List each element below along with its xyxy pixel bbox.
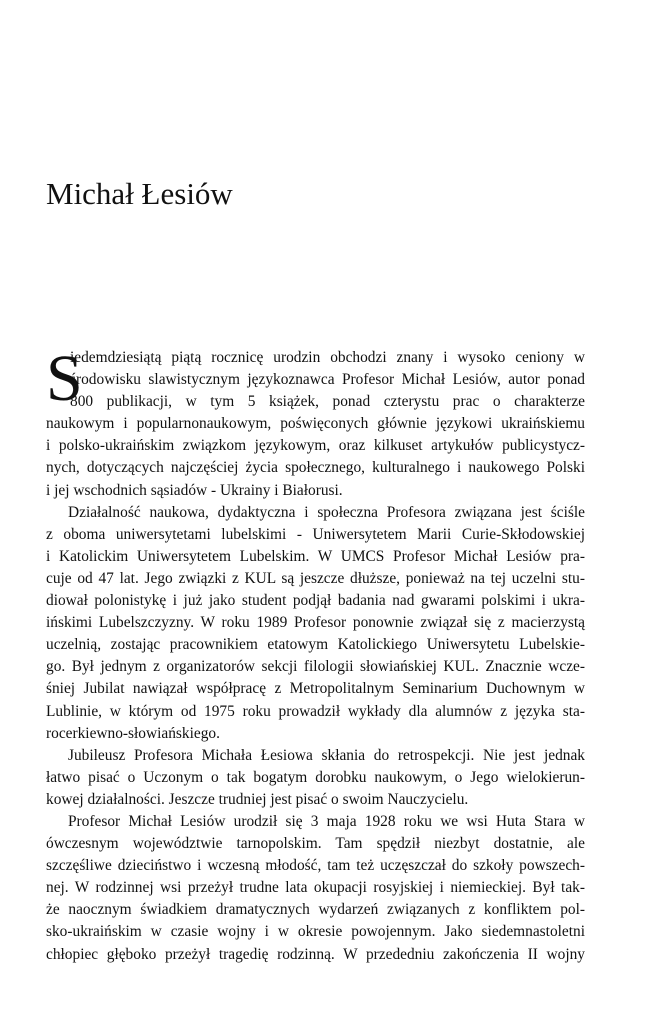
text-line: łatwo pisać o Uczonym o tak bogatym dorobku naukowym, o Jego wielokierun-: [46, 768, 585, 786]
text-line: Jubileusz Profesora Michała Łesiowa skłania do retrospekcji. Nie jest jednak: [68, 746, 585, 764]
text-line: iedemdziesiątą piątą rocznicę urodzin obchodzi znany i wysoko ceniony w: [70, 349, 585, 366]
text-line: 800 publikacji, w tym 5 książek, ponad czterystu prac o charakterze: [70, 393, 585, 411]
text-line: rocerkiewno-słowiańskiego.: [46, 724, 220, 742]
text-line: że naocznym świadkiem dramatycznych wydarzeń związanych z konfliktem pol-: [46, 901, 585, 919]
text-line: ówczesnym województwie tarnopolskim. Tam spędził niezbyt dostatnie, ale: [46, 835, 585, 853]
text-line: uczelnią, zostając pracownikiem etatowym Katolickiego Uniwersytetu Lubelskie-: [46, 636, 585, 654]
body-text: [46, 342, 585, 966]
text-line: śniej Jubilat nawiązał współpracę z Metropolitalnym Seminarium Duchownym w: [46, 680, 585, 698]
text-line: i jej wschodnich sąsiadów - Ukrainy i Białorusi.: [46, 481, 343, 499]
text-line: nych, dotyczących najczęściej życia społecznego, kulturalnego i naukowego Polski: [46, 459, 585, 477]
text-line: go. Był jednym z organizatorów sekcji filologii słowiańskiej KUL. Znacznie wcze-: [46, 658, 585, 676]
drop-cap: S: [46, 342, 83, 415]
text-line: cuje od 47 lat. Jego związki z KUL są jeszcze dłuższe, ponieważ na tej uczelni stu-: [46, 569, 585, 587]
text-line: diował polonistykę i już jako student podjął badania nad gwarami polskimi i ukra-: [46, 592, 585, 610]
text-line: Profesor Michał Lesiów urodził się 3 maja 1928 roku we wsi Huta Stara w: [68, 812, 585, 830]
text-line: chłopiec głęboko przeżył tragedię rodzinną. W przededniu zakończenia II wojny: [46, 945, 585, 963]
text-line: z oboma uniwersytetami lubelskimi - Uniwersytetem Marii Curie-Skłodowskiej: [46, 525, 585, 543]
text-line: nej. W rodzinnej wsi przeżył trudne lata okupacji rosyjskiej i niemieckiej. Był tak-: [46, 879, 585, 897]
text-line: Działalność naukowa, dydaktyczna i społeczna Profesora związana jest ściśle: [68, 503, 585, 521]
page-title: Michał Łesiów: [46, 176, 233, 211]
text-line: sko-ukraińskim w czasie wojny i w okresie powojennym. Jako siedemnastoletni: [46, 923, 585, 941]
text-line: środowisku slawistycznym językoznawca Profesor Michał Lesiów, autor ponad: [70, 371, 585, 389]
text-line: szczęśliwe dzieciństwo i wczesną młodość, tam też uczęszczał do szkoły powszech-: [46, 857, 585, 875]
text-line: naukowym i popularnonaukowym, poświęconych głównie językowi ukraińskiemu: [46, 415, 585, 433]
text-line: ińskimi Lubelszczyzny. W roku 1989 Profesor ponownie związał się z macierzystą: [46, 614, 585, 632]
text-line: kowej działalności. Jeszcze trudniej jest pisać o swoim Nauczycielu.: [46, 790, 469, 808]
text-line: i Katolickim Uniwersytetem Lubelskim. W UMCS Profesor Michał Lesiów pra-: [46, 547, 585, 565]
text-line: Lublinie, w którym od 1975 roku prowadził wykłady dla alumnów z języka sta-: [46, 702, 585, 720]
text-line: i polsko-ukraińskim związkom językowym, oraz kilkuset artykułów publicystycz-: [46, 437, 585, 455]
